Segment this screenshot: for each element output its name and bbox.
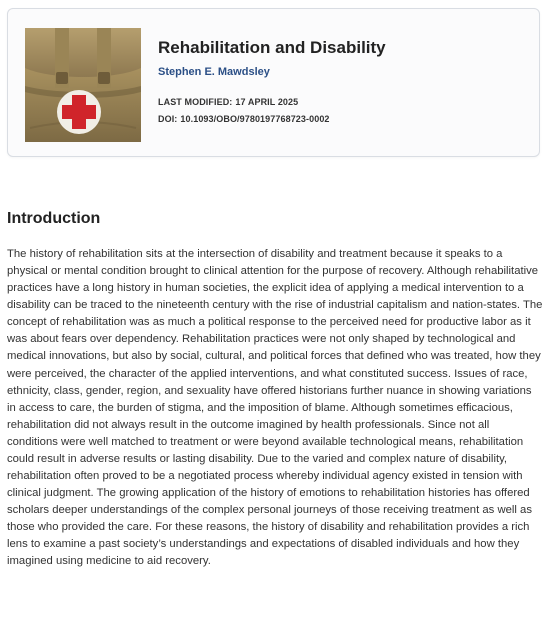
last-modified-line — [158, 96, 528, 108]
article-header-card — [7, 8, 540, 157]
article-author[interactable]: Stephen E. Mawdsley — [158, 66, 270, 78]
introduction-heading: Introduction — [7, 210, 101, 227]
article-meta — [158, 37, 528, 130]
doi-label: DOI: — [158, 114, 178, 124]
last-modified-label: LAST MODIFIED: — [158, 97, 233, 107]
doi-value[interactable]: 10.1093/OBO/9780197768723-0002 — [180, 114, 330, 124]
introduction-body: The history of rehabilitation sits at the intersection of disability and treatment because it speaks to a physical or mental condition brought to clinical attention for the purpose of recovery. Although rehabilitative practices have a long history in human societies, the explicit idea of applying a medical intervention to a disability can be traced to the nineteenth century with the rise of industrial capitalism and nation-states. The concept of rehabilitation was as much a political response to the perceived need for productive labor as it was about fears over dependency. Rehabilitation practices were not only shaped by technological and medical innovations, but also by social, cultural, and political forces that defined who was treated, how they were perceived, the character of the applied interventions, and what constituted success. Issues of race, ethnicity, class, gender, region, and sexuality have offered historians further nuance in showing variations in access to care, the burden of stigma, and the imposition of blame. Although sometimes efficacious, rehabilitation did not always result in the outcome imagined by health professionals. Since not all conditions were well matched to treatment or were beyond available technological means, rehabilitation could result in adverse results or lasting disability. Due to the varied and complex nature of disability, rehabilitation often proved to be a negotiated process whereby individual agency existed in tension with clinical judgment. The growing application of the history of emotions to rehabilitation histories has offered scholars deeper understandings of the complex personal journeys of those receiving treatment as well as those who provided the care. For these reasons, the history of disability and rehabilitation provides a rich lens to examine a past society’s understandings and expectations of disabled individuals and how they imagined using medicine to aid recovery. — [7, 248, 543, 568]
last-modified-value: 17 APRIL 2025 — [235, 97, 299, 107]
doi-line — [158, 113, 528, 125]
article-thumbnail — [25, 28, 141, 142]
red-cross-bag-icon — [25, 28, 141, 142]
article-title: Rehabilitation and Disability — [158, 38, 386, 57]
